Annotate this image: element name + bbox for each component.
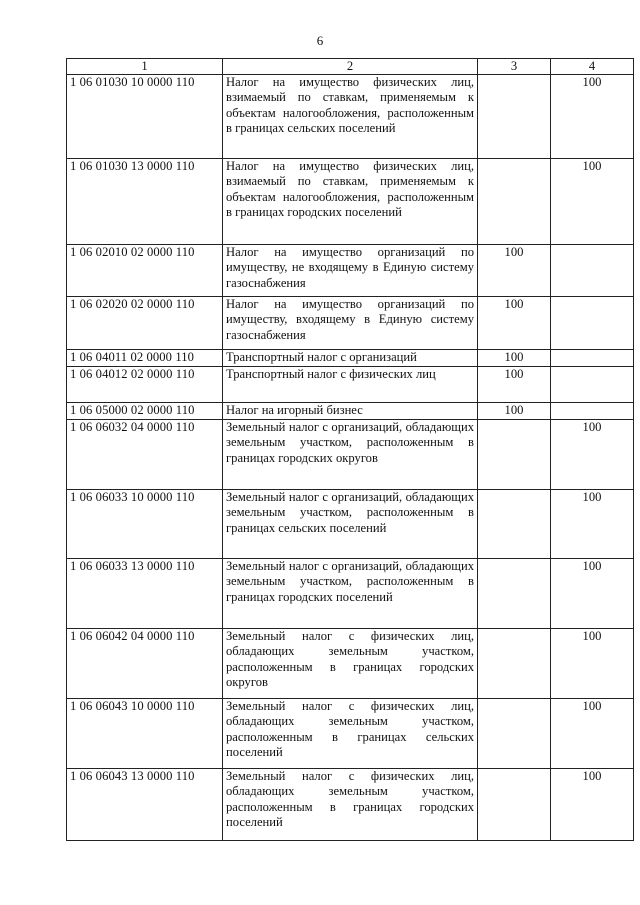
table-row (67, 490, 634, 559)
row-code-cell: 1 06 06033 13 0000 110 (67, 559, 223, 629)
row-code-cell: 1 06 01030 13 0000 110 (67, 159, 223, 245)
row-code-cell: 1 06 06033 10 0000 110 (67, 490, 223, 559)
table-row (67, 159, 634, 245)
row-col4-cell: 100 (551, 159, 634, 245)
row-col3-cell (478, 75, 551, 159)
column-header: 4 (551, 59, 634, 75)
row-col3-cell: 100 (478, 403, 551, 420)
row-name-cell: Земельный налог с физических лиц, обладающих земельным участком, расположенным в границах городских округов (223, 629, 478, 699)
row-col4-cell (551, 367, 634, 403)
column-header: 2 (223, 59, 478, 75)
page-number: 6 (316, 33, 324, 48)
table-row (67, 420, 634, 490)
row-code-cell: 1 06 02010 02 0000 110 (67, 245, 223, 297)
row-col4-cell: 100 (551, 559, 634, 629)
row-col3-cell (478, 159, 551, 245)
tax-codes-table (66, 58, 634, 841)
row-col4-cell: 100 (551, 699, 634, 769)
row-code-cell: 1 06 06043 10 0000 110 (67, 699, 223, 769)
row-col3-cell (478, 769, 551, 841)
table-row (67, 245, 634, 297)
row-col4-cell: 100 (551, 490, 634, 559)
row-col4-cell: 100 (551, 629, 634, 699)
row-col3-cell (478, 559, 551, 629)
row-col4-cell: 100 (551, 75, 634, 159)
row-name-cell: Транспортный налог с организаций (223, 350, 478, 367)
row-name-cell: Земельный налог с организаций, обладающих земельным участком, расположенным в границах сельских поселений (223, 490, 478, 559)
table-row (67, 629, 634, 699)
row-col4-cell (551, 297, 634, 350)
row-col3-cell: 100 (478, 350, 551, 367)
table-row (67, 559, 634, 629)
table-row (67, 75, 634, 159)
row-col3-cell (478, 490, 551, 559)
row-col3-cell: 100 (478, 297, 551, 350)
row-code-cell: 1 06 01030 10 0000 110 (67, 75, 223, 159)
table-row (67, 699, 634, 769)
column-header: 1 (67, 59, 223, 75)
row-code-cell: 1 06 04012 02 0000 110 (67, 367, 223, 403)
table-body (67, 75, 634, 841)
table-row (67, 297, 634, 350)
row-name-cell: Налог на имущество организаций по имуществу, не входящему в Единую систему газоснабжения (223, 245, 478, 297)
row-col4-cell (551, 245, 634, 297)
row-code-cell: 1 06 06043 13 0000 110 (67, 769, 223, 841)
row-name-cell: Земельный налог с физических лиц, обладающих земельным участком, расположенным в границах городских поселений (223, 769, 478, 841)
row-name-cell: Налог на имущество организаций по имуществу, входящему в Единую систему газоснабжения (223, 297, 478, 350)
row-name-cell: Налог на имущество физических лиц, взимаемый по ставкам, применяемым к объектам налогообложения, расположенным в границах городских поселений (223, 159, 478, 245)
row-name-cell: Налог на игорный бизнес (223, 403, 478, 420)
row-code-cell: 1 06 06032 04 0000 110 (67, 420, 223, 490)
row-name-cell: Налог на имущество физических лиц, взимаемый по ставкам, применяемым к объектам налогообложения, расположенным в границах сельских поселений (223, 75, 478, 159)
row-code-cell: 1 06 06042 04 0000 110 (67, 629, 223, 699)
row-col4-cell (551, 403, 634, 420)
column-header: 3 (478, 59, 551, 75)
row-code-cell: 1 06 05000 02 0000 110 (67, 403, 223, 420)
row-col4-cell: 100 (551, 769, 634, 841)
row-col4-cell: 100 (551, 420, 634, 490)
row-name-cell: Земельный налог с организаций, обладающих земельным участком, расположенным в границах городских поселений (223, 559, 478, 629)
row-col3-cell (478, 699, 551, 769)
table-header-row (67, 59, 634, 75)
row-col3-cell (478, 420, 551, 490)
row-col4-cell (551, 350, 634, 367)
table-row (67, 367, 634, 403)
row-col3-cell: 100 (478, 245, 551, 297)
row-code-cell: 1 06 04011 02 0000 110 (67, 350, 223, 367)
table-row (67, 769, 634, 841)
row-name-cell: Транспортный налог с физических лиц (223, 367, 478, 403)
row-name-cell: Земельный налог с организаций, обладающих земельным участком, расположенным в границах городских округов (223, 420, 478, 490)
table-row (67, 350, 634, 367)
row-name-cell: Земельный налог с физических лиц, обладающих земельным участком, расположенным в границах сельских поселений (223, 699, 478, 769)
row-col3-cell: 100 (478, 367, 551, 403)
table-row (67, 403, 634, 420)
row-code-cell: 1 06 02020 02 0000 110 (67, 297, 223, 350)
row-col3-cell (478, 629, 551, 699)
